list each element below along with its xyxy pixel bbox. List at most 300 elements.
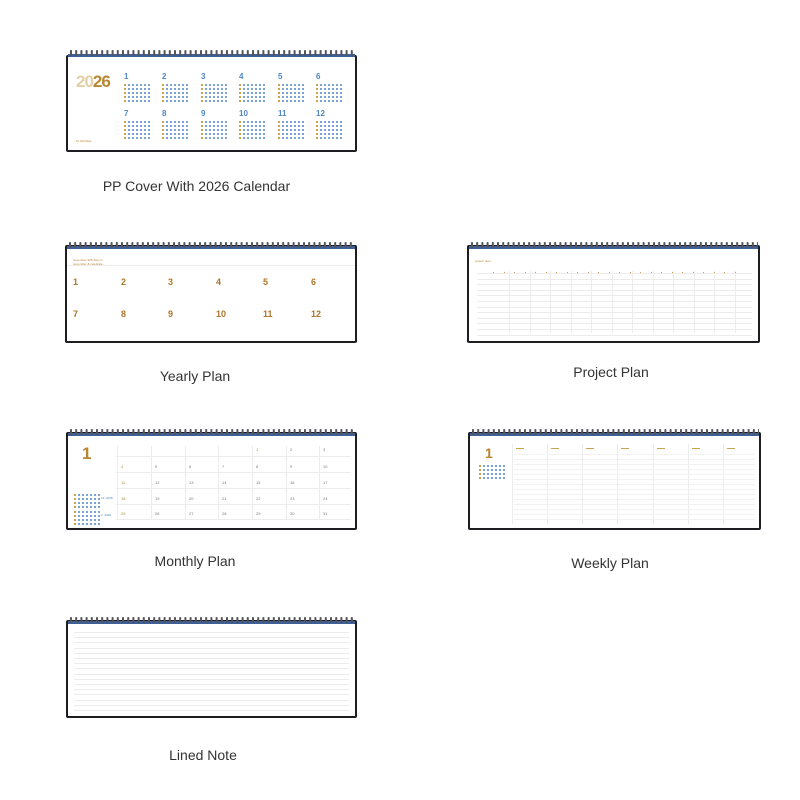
- mini-day-dot: [205, 96, 207, 98]
- project-col-line: [612, 271, 613, 333]
- mini-day-dot: [340, 137, 342, 139]
- cover-month-grid: [162, 84, 189, 103]
- spiral-ring: [597, 429, 599, 435]
- monthly-day-number: 26: [155, 511, 160, 516]
- mini-day-dot: [336, 125, 338, 127]
- mini-day-dot: [174, 100, 176, 102]
- mini-day-dot: [239, 129, 241, 131]
- mini-day-dot: [86, 511, 88, 513]
- spiral-ring: [80, 617, 82, 623]
- spiral-ring: [142, 242, 144, 248]
- mini-day-dot: [243, 129, 245, 131]
- mini-day-dot: [247, 84, 249, 86]
- mini-day-dot: [251, 84, 253, 86]
- spiral-ring: [178, 242, 180, 248]
- monthly-day-number: 10: [323, 464, 328, 469]
- lined-spiral: [68, 617, 355, 624]
- monthly-day-number: 16: [290, 480, 295, 485]
- weekly-rule: [514, 494, 755, 495]
- mini-day-dot: [278, 92, 280, 94]
- spiral-ring: [606, 242, 608, 248]
- spiral-ring: [173, 242, 175, 248]
- mini-day-dot: [178, 96, 180, 98]
- spiral-ring: [482, 429, 484, 435]
- mini-day-dot: [328, 125, 330, 127]
- spiral-ring: [121, 242, 123, 248]
- mini-day-dot: [94, 506, 96, 508]
- mini-day-dot: [243, 88, 245, 90]
- mini-day-dot: [217, 92, 219, 94]
- spiral-ring: [294, 429, 296, 435]
- mini-day-dot: [225, 100, 227, 102]
- spiral-ring: [472, 429, 474, 435]
- mini-day-dot: [247, 137, 249, 139]
- spiral-ring: [242, 617, 244, 623]
- mini-day-dot: [487, 469, 489, 471]
- spiral-ring: [268, 617, 270, 623]
- spiral-ring: [251, 242, 253, 248]
- monthly-day-number: 12: [155, 480, 160, 485]
- mini-day-dot: [186, 96, 188, 98]
- spiral-ring: [309, 617, 311, 623]
- mini-day-dot: [316, 133, 318, 135]
- project-tick: [546, 272, 547, 273]
- weekly-rule: [514, 469, 755, 470]
- mini-day-dot: [132, 129, 134, 131]
- cover-month-grid: [316, 121, 343, 140]
- mini-day-dot: [182, 121, 184, 123]
- mini-day-dot: [247, 96, 249, 98]
- mini-day-dot: [324, 133, 326, 135]
- spiral-ring: [106, 50, 108, 56]
- mini-day-dot: [340, 96, 342, 98]
- monthly-day-number: 31: [323, 511, 328, 516]
- spiral-ring: [586, 429, 588, 435]
- spiral-ring: [618, 429, 620, 435]
- spiral-ring: [132, 617, 134, 623]
- spiral-ring: [314, 617, 316, 623]
- spiral-ring: [205, 429, 207, 435]
- project-tick: [619, 272, 620, 273]
- mini-day-dot: [221, 100, 223, 102]
- mini-day-dot: [166, 96, 168, 98]
- spiral-ring: [659, 429, 661, 435]
- mini-day-dot: [74, 494, 76, 496]
- monthly-day-number: 18: [121, 496, 126, 501]
- mini-day-dot: [483, 477, 485, 479]
- mini-day-dot: [205, 100, 207, 102]
- spiral-ring: [200, 617, 202, 623]
- spiral-ring: [663, 242, 665, 248]
- spiral-ring: [575, 242, 577, 248]
- spiral-ring: [654, 429, 656, 435]
- mini-day-dot: [290, 129, 292, 131]
- mini-day-dot: [148, 96, 150, 98]
- mini-day-dot: [239, 92, 241, 94]
- spiral-ring: [174, 617, 176, 623]
- project-tick: [661, 272, 662, 273]
- mini-day-dot: [74, 506, 76, 508]
- mini-day-dot: [221, 96, 223, 98]
- spiral-ring: [74, 242, 76, 248]
- mini-day-dot: [225, 129, 227, 131]
- spiral-ring: [209, 242, 211, 248]
- spiral-ring: [330, 50, 332, 56]
- mini-day-dot: [340, 84, 342, 86]
- yearly-header-line1: remember 365 days in: [73, 258, 103, 262]
- mini-day-dot: [90, 498, 92, 500]
- mini-day-dot: [298, 92, 300, 94]
- mini-day-dot: [221, 92, 223, 94]
- monthly-day-number: 29: [256, 511, 261, 516]
- cover-month-number: 10: [239, 109, 248, 118]
- mini-day-dot: [144, 129, 146, 131]
- mini-day-dot: [182, 129, 184, 131]
- mini-day-dot: [251, 88, 253, 90]
- mini-day-dot: [174, 84, 176, 86]
- cover-month-grid: [201, 121, 228, 140]
- mini-day-dot: [162, 92, 164, 94]
- spiral-ring: [100, 242, 102, 248]
- spiral-ring: [190, 50, 192, 56]
- spiral-ring: [622, 242, 624, 248]
- mini-day-dot: [209, 100, 211, 102]
- mini-day-dot: [282, 92, 284, 94]
- mini-day-dot: [225, 96, 227, 98]
- mini-day-dot: [144, 100, 146, 102]
- mini-day-dot: [201, 133, 203, 135]
- project-tick: [693, 272, 694, 273]
- mini-day-dot: [128, 129, 130, 131]
- spiral-ring: [518, 242, 520, 248]
- monthly-day-number: 20: [189, 496, 194, 501]
- mini-day-dot: [132, 88, 134, 90]
- yearly-month-label: 12: [311, 309, 322, 319]
- mini-day-dot: [340, 125, 342, 127]
- note-rule: [74, 648, 349, 649]
- mini-day-dot: [302, 88, 304, 90]
- mini-cal-label-2: 2. 2026: [101, 513, 112, 517]
- mini-day-dot: [205, 84, 207, 86]
- mini-day-dot: [294, 88, 296, 90]
- mini-day-dot: [316, 100, 318, 102]
- mini-day-dot: [174, 125, 176, 127]
- mini-day-dot: [162, 88, 164, 90]
- mini-day-dot: [263, 84, 265, 86]
- mini-day-dot: [201, 100, 203, 102]
- mini-day-dot: [128, 92, 130, 94]
- spiral-ring: [205, 50, 207, 56]
- monthly-col-line: [185, 446, 186, 520]
- mini-day-dot: [205, 133, 207, 135]
- weekly-rule: [514, 489, 755, 490]
- mini-day-dot: [74, 515, 76, 517]
- mini-day-dot: [213, 92, 215, 94]
- spiral-ring: [325, 617, 327, 623]
- monthly-day-number: 23: [290, 496, 295, 501]
- mini-day-dot: [124, 121, 126, 123]
- mini-day-dot: [74, 519, 76, 521]
- mini-day-dot: [251, 125, 253, 127]
- mini-day-dot: [336, 96, 338, 98]
- weekly-rule: [514, 499, 755, 500]
- monthly-col-line: [117, 446, 118, 520]
- spiral-ring: [90, 242, 92, 248]
- yearly-month-label: 4: [216, 277, 222, 287]
- mini-day-dot: [94, 511, 96, 513]
- project-tick: [577, 272, 578, 273]
- mini-day-dot: [148, 92, 150, 94]
- mini-day-dot: [201, 92, 203, 94]
- mini-day-dot: [170, 121, 172, 123]
- spiral-ring: [190, 617, 192, 623]
- spiral-ring: [545, 429, 547, 435]
- mini-day-dot: [320, 129, 322, 131]
- mini-day-dot: [495, 465, 497, 467]
- spiral-ring: [554, 242, 556, 248]
- mini-day-dot: [491, 473, 493, 475]
- mini-day-dot: [166, 100, 168, 102]
- spiral-ring: [581, 429, 583, 435]
- mini-day-dot: [178, 92, 180, 94]
- spiral-ring: [566, 429, 568, 435]
- mini-day-dot: [324, 88, 326, 90]
- spiral-ring: [340, 50, 342, 56]
- cover-month-number: 3: [201, 72, 206, 81]
- mini-day-dot: [251, 121, 253, 123]
- spiral-ring: [294, 617, 296, 623]
- mini-day-dot: [98, 498, 100, 500]
- mini-day-dot: [294, 125, 296, 127]
- spiral-ring: [592, 429, 594, 435]
- mini-day-dot: [251, 133, 253, 135]
- mini-day-dot: [90, 494, 92, 496]
- spiral-ring: [230, 242, 232, 248]
- spiral-ring: [680, 429, 682, 435]
- spiral-ring: [549, 242, 551, 248]
- mini-day-dot: [128, 100, 130, 102]
- mini-day-dot: [282, 121, 284, 123]
- mini-day-dot: [90, 523, 92, 525]
- project-row-line: [477, 290, 752, 291]
- mini-day-dot: [124, 133, 126, 135]
- spiral-ring: [555, 429, 557, 435]
- spiral-ring: [117, 50, 119, 56]
- mini-day-dot: [78, 502, 80, 504]
- mini-day-dot: [278, 88, 280, 90]
- mini-day-dot: [499, 469, 501, 471]
- spiral-ring: [273, 429, 275, 435]
- mini-day-dot: [286, 92, 288, 94]
- mini-day-dot: [503, 477, 505, 479]
- mini-cal-label-1: 12. 2025: [101, 496, 113, 500]
- spiral-ring: [96, 617, 98, 623]
- spiral-ring: [195, 617, 197, 623]
- mini-day-dot: [259, 125, 261, 127]
- spiral-ring: [329, 242, 331, 248]
- monthly-panel: [66, 432, 357, 530]
- mini-day-dot: [82, 494, 84, 496]
- mini-day-dot: [247, 100, 249, 102]
- mini-day-dot: [209, 88, 211, 90]
- project-row-line: [477, 307, 752, 308]
- mini-day-dot: [290, 133, 292, 135]
- mini-day-dot: [286, 84, 288, 86]
- project-tick: [672, 272, 673, 273]
- spiral-ring: [101, 50, 103, 56]
- mini-day-dot: [132, 100, 134, 102]
- spiral-ring: [710, 242, 712, 248]
- mini-day-dot: [499, 465, 501, 467]
- mini-day-dot: [320, 100, 322, 102]
- spiral-ring: [169, 429, 171, 435]
- spiral-ring: [221, 617, 223, 623]
- mini-day-dot: [201, 125, 203, 127]
- spiral-ring: [736, 242, 738, 248]
- spiral-ring: [247, 429, 249, 435]
- mini-day-dot: [174, 92, 176, 94]
- mini-day-dot: [128, 88, 130, 90]
- mini-day-dot: [263, 133, 265, 135]
- mini-day-dot: [336, 137, 338, 139]
- mini-day-dot: [221, 133, 223, 135]
- spiral-ring: [670, 429, 672, 435]
- mini-day-dot: [132, 121, 134, 123]
- spiral-ring: [488, 429, 490, 435]
- spiral-band: [469, 246, 758, 249]
- mini-day-dot: [247, 88, 249, 90]
- mini-day-dot: [217, 96, 219, 98]
- brand-label: by bebridge: [76, 139, 92, 143]
- spiral-ring: [221, 50, 223, 56]
- project-tick: [535, 272, 536, 273]
- cover-panel: [66, 55, 357, 152]
- mini-day-dot: [324, 92, 326, 94]
- cover-month-number: 11: [278, 109, 287, 118]
- mini-day-dot: [170, 125, 172, 127]
- mini-day-dot: [144, 125, 146, 127]
- spiral-ring: [174, 50, 176, 56]
- spiral-ring: [503, 429, 505, 435]
- spiral-ring: [122, 50, 124, 56]
- mini-day-dot: [495, 469, 497, 471]
- monthly-col-line: [218, 446, 219, 520]
- spiral-ring: [727, 429, 729, 435]
- mini-day-dot: [282, 100, 284, 102]
- mini-day-dot: [166, 88, 168, 90]
- spiral-ring: [85, 242, 87, 248]
- mini-day-dot: [251, 129, 253, 131]
- mini-day-dot: [290, 125, 292, 127]
- mini-day-dot: [178, 88, 180, 90]
- mini-day-dot: [340, 121, 342, 123]
- mini-day-dot: [294, 121, 296, 123]
- mini-day-dot: [78, 519, 80, 521]
- project-col-line: [673, 271, 674, 333]
- mini-day-dot: [503, 473, 505, 475]
- mini-day-dot: [186, 92, 188, 94]
- mini-day-dot: [148, 137, 150, 139]
- mini-day-dot: [128, 96, 130, 98]
- mini-day-dot: [213, 121, 215, 123]
- spiral-ring: [601, 242, 603, 248]
- project-col-line: [550, 271, 551, 333]
- project-panel: [467, 245, 760, 343]
- yearly-panel: [65, 245, 357, 343]
- spiral-ring: [236, 617, 238, 623]
- mini-day-dot: [166, 137, 168, 139]
- mini-day-dot: [162, 125, 164, 127]
- mini-day-dot: [86, 515, 88, 517]
- mini-day-dot: [162, 137, 164, 139]
- cover-month-grid: [124, 84, 151, 103]
- mini-day-dot: [170, 96, 172, 98]
- mini-day-dot: [209, 125, 211, 127]
- mini-day-dot: [78, 498, 80, 500]
- cover-month-grid: [278, 84, 305, 103]
- mini-day-dot: [491, 469, 493, 471]
- spiral-ring: [195, 429, 197, 435]
- spiral-ring: [106, 617, 108, 623]
- mini-day-dot: [78, 494, 80, 496]
- mini-day-dot: [174, 121, 176, 123]
- spiral-ring: [75, 429, 77, 435]
- mini-day-dot: [290, 100, 292, 102]
- mini-day-dot: [209, 133, 211, 135]
- mini-day-dot: [186, 133, 188, 135]
- mini-day-dot: [282, 125, 284, 127]
- spiral-ring: [70, 429, 72, 435]
- cover-month-grid: [316, 84, 343, 103]
- spiral-ring: [210, 50, 212, 56]
- mini-day-dot: [178, 129, 180, 131]
- mini-day-dot: [86, 498, 88, 500]
- spiral-ring: [86, 617, 88, 623]
- spiral-ring: [210, 429, 212, 435]
- mini-day-dot: [487, 473, 489, 475]
- mini-day-dot: [255, 137, 257, 139]
- mini-day-dot: [225, 88, 227, 90]
- mini-day-dot: [132, 125, 134, 127]
- spiral-ring: [498, 429, 500, 435]
- spiral-ring: [477, 429, 479, 435]
- spiral-ring: [669, 242, 671, 248]
- spiral-ring: [753, 429, 755, 435]
- spiral-ring: [519, 429, 521, 435]
- spiral-ring: [117, 429, 119, 435]
- mini-day-dot: [78, 506, 80, 508]
- mini-day-dot: [302, 133, 304, 135]
- spiral-ring: [528, 242, 530, 248]
- mini-day-dot: [148, 100, 150, 102]
- spiral-ring: [132, 429, 134, 435]
- mini-day-dot: [324, 96, 326, 98]
- spiral-ring: [132, 50, 134, 56]
- spiral-ring: [195, 50, 197, 56]
- monthly-day-number: 9: [290, 464, 293, 469]
- weekly-rule: [514, 504, 755, 505]
- spiral-ring: [101, 429, 103, 435]
- mini-day-dot: [316, 121, 318, 123]
- note-rule: [74, 689, 349, 690]
- mini-day-dot: [128, 121, 130, 123]
- mini-day-dot: [255, 88, 257, 90]
- spiral-ring: [221, 429, 223, 435]
- mini-day-dot: [221, 129, 223, 131]
- mini-day-dot: [136, 88, 138, 90]
- mini-day-dot: [332, 84, 334, 86]
- spiral-ring: [80, 50, 82, 56]
